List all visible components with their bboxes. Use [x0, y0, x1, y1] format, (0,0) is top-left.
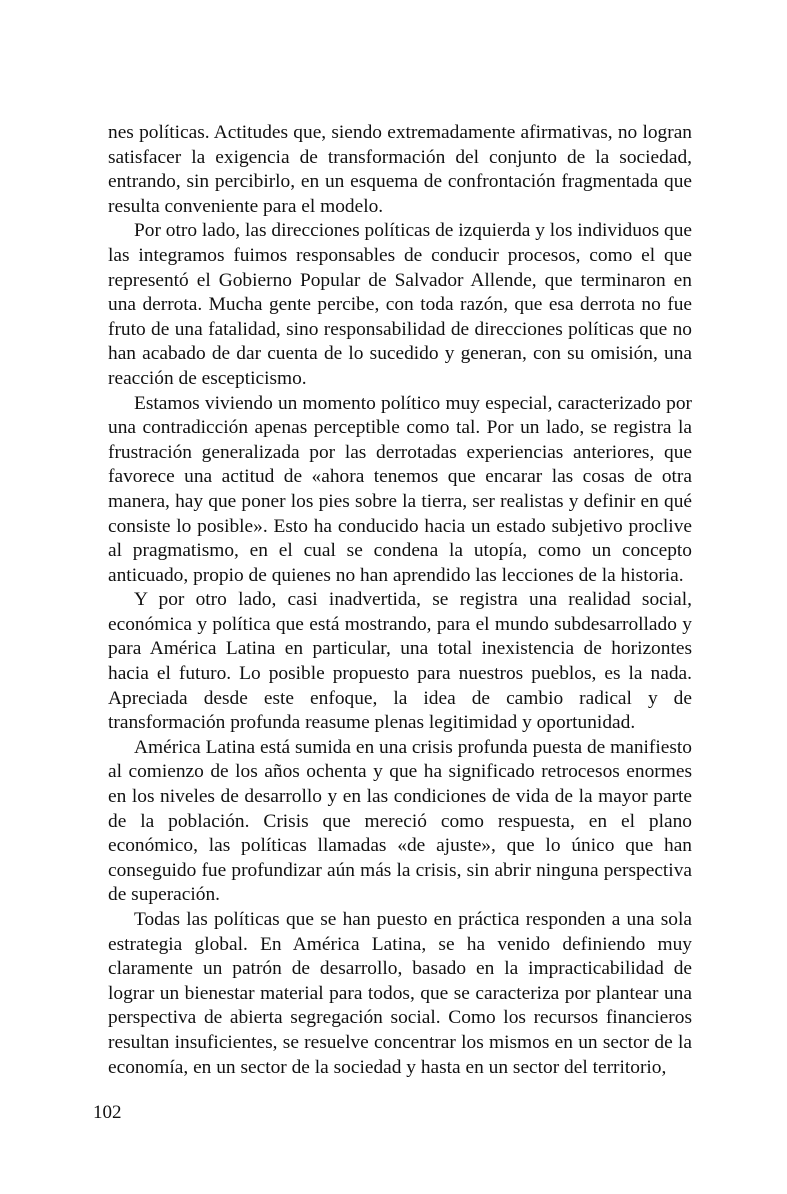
paragraph-direcciones-politicas: Por otro lado, las direcciones políticas de izquierda y los individuos que las integramos fuimos responsables de conducir procesos, como el que representó el Gobierno Popular de Salvador Allende, que terminaron en una derrota. Mucha gente percibe, con toda razón, que esa derrota no fue fruto de una fatalidad, sino responsabilidad de direcciones políticas que no han acabado de dar cuenta de lo sucedido y generan, con su omisión, una reacción de escepticismo. [108, 220, 692, 389]
paragraph-realidad-social: Y por otro lado, casi inadvertida, se registra una realidad social, económica y política que está mostrando, para el mundo subdesarrollado y para América Latina en particular, una total inexistencia de horizontes hacia el futuro. Lo posible propuesto para nuestros pueblos, es la nada. Apreciada desde este enfoque, la idea de cambio radical y de transformación profunda reasume plenas legitimidad y oportunidad. [108, 589, 692, 734]
paragraph-momento-politico: Estamos viviendo un momento político muy especial, caracterizado por una contradicción apenas perceptible como tal. Por un lado, se registra la frustración generalizada por las derrotadas experiencias anteriores, que favorece una actitud de «ahora tenemos que encarar las cosas de otra manera, hay que poner los pies sobre la tierra, ser realistas y definir en qué consiste lo posible». Esto ha conducido hacia un estado subjetivo proclive al pragmatismo, en el cual se condena la utopía, como un concepto anticuado, propio de quienes no han aprendido las lecciones de la historia. [108, 392, 692, 586]
paragraph-estrategia-global: Todas las políticas que se han puesto en práctica responden a una sola estrategia global. En América Latina, se ha venido definiendo muy claramente un patrón de desarrollo, basado en la impracticabilidad de lograr un bienestar material para todos, que se caracteriza por plantear una perspectiva de abierta segregación social. Como los recursos financieros resultan insuficientes, se resuelve concentrar los mismos en un sector de la economía, en un sector de la sociedad y hasta en un sector del territorio, [108, 909, 692, 1078]
body-text [108, 121, 692, 1080]
paragraph-crisis-america-latina: América Latina está sumida en una crisis profunda puesta de manifiesto al comienzo de los años ochenta y que ha significado retrocesos enormes en los niveles de desarrollo y en las condiciones de vida de la mayor parte de la población. Crisis que mereció como respuesta, en el plano económico, las políticas llamadas «de ajuste», que lo único que han conseguido fue profundizar aún más la crisis, sin abrir ninguna perspectiva de superación. [108, 736, 692, 906]
paragraph-continuation: nes políticas. Actitudes que, siendo extremadamente afirmativas, no logran satisfacer la exigencia de transformación del conjunto de la sociedad, entrando, sin percibirlo, en un esquema de confrontación fragmentada que resulta conveniente para el modelo. [108, 122, 692, 217]
page-number: 102 [93, 1102, 122, 1123]
